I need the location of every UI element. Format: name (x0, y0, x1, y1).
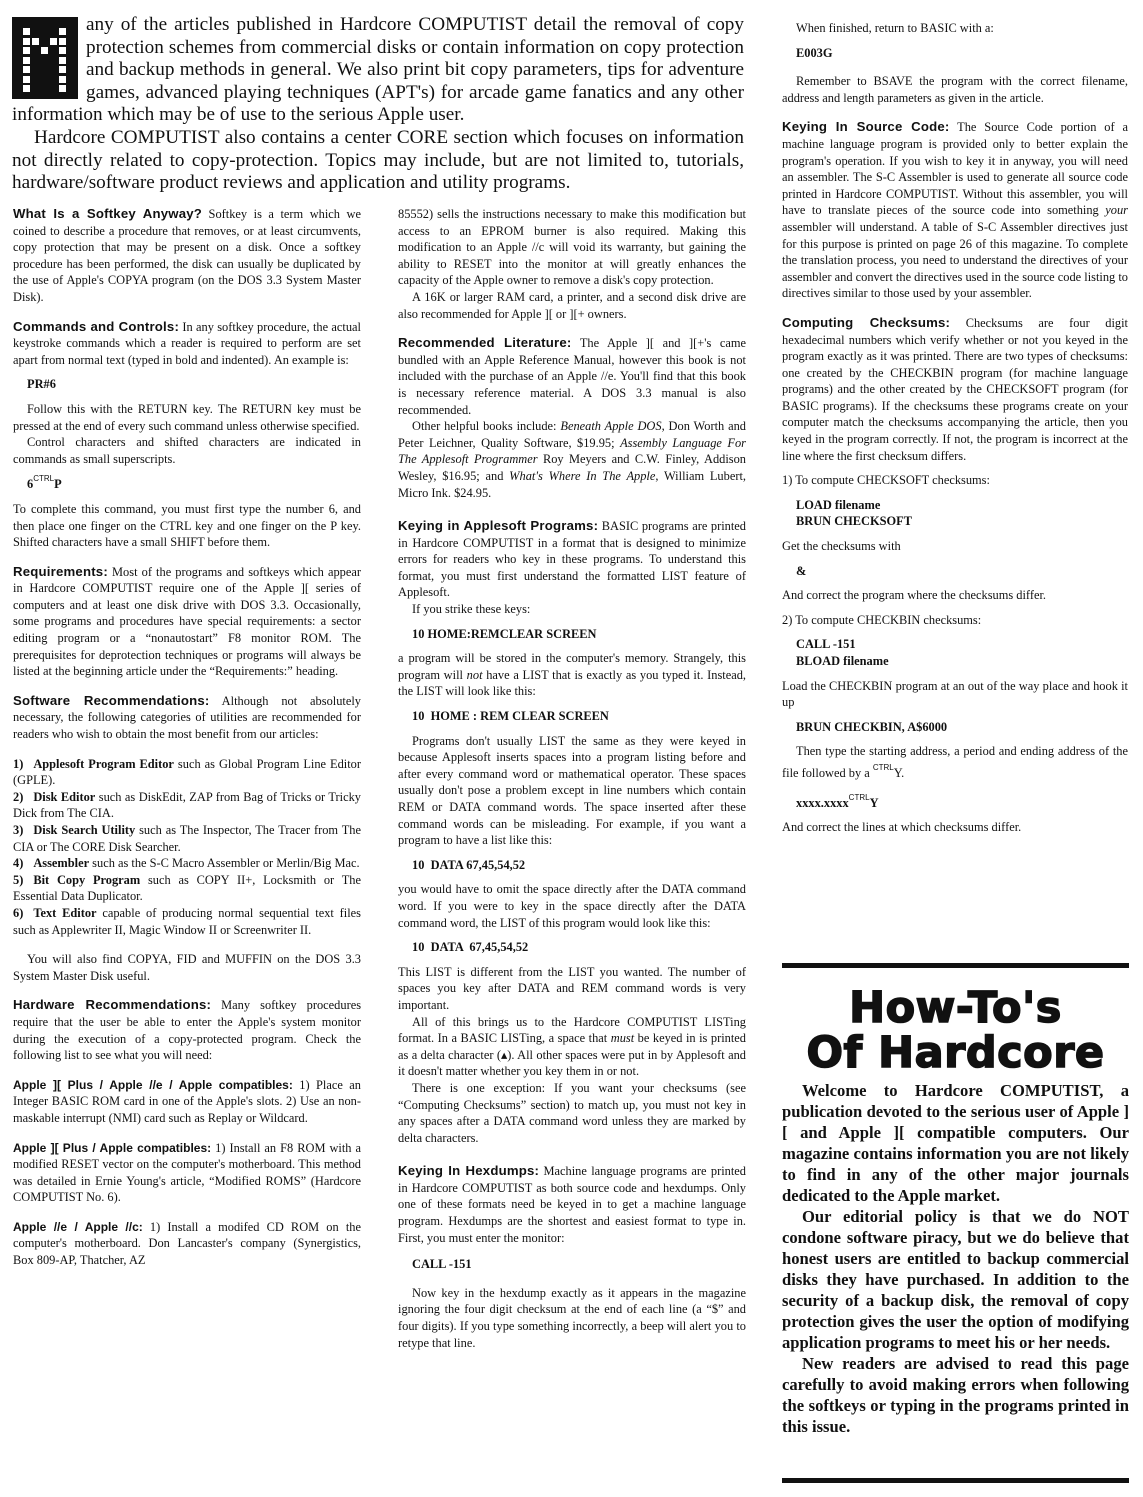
bsave-paragraph: Remember to BSAVE the program with the correct filename, address and length parameters as given in the article. (782, 74, 1128, 105)
complete-paragraph: To complete this command, you must first type the number 6, and then place one finger on the CTRL key and one finger on the P key. Shifted characters have a small SHIFT before them. (13, 501, 361, 550)
hexdumps-text: Machine language programs are printed in Hardcore COMPUTIST as both source code and hexdumps. Only one of these formats need be keyed in to get a machine language program. Hexdumps are the shortest and easiest format to type in. First, you must enter the monitor: (398, 1164, 746, 1245)
intro-paragraph-2: Hardcore COMPUTIST also contains a center CORE section which focuses on information not directly related to copy-protection. Topics may include, but are not limited to, tutorials, hardware/software product reviews and application and utility programs. (12, 126, 744, 194)
applesoft-heading: Keying in Applesoft Programs: (398, 518, 599, 534)
brings-paragraph (398, 1014, 746, 1080)
ctrl-example-post: P (54, 477, 62, 492)
howto-paragraph-3: New readers are advised to read this page carefully to avoid making errors when following the softkeys or typing in the programs printed in this issue. (782, 1354, 1129, 1436)
dropcap-dot (59, 85, 66, 92)
software-item (13, 855, 361, 872)
programs-paragraph: Programs don't usually LIST the same as they were keyed in because Applesoft inserts spaces into a program listing before and after every command word or mathematical operator. These spaces usually don't pose a problem except in line numbers which contain REM or DATA command words. The space inserted after these command words can be misleading. For example, if you want a program to have a list like this: (398, 733, 746, 848)
literature-paragraph (398, 335, 746, 418)
dropcap-dot (23, 85, 30, 92)
commands-heading: Commands and Controls: (13, 318, 180, 334)
source-text-pre: The Source Code portion of a machine language program is provided only to better explain the program's operation. If you wish to key it in anyway, you will need an assembler. The S-C Assembler is used to generate all source code printed in Hardcore COMPUTIST. Without this assembler, you will have to translate pieces of the source code into something (782, 120, 1128, 218)
requirements-heading: Requirements: (13, 563, 108, 579)
brings-pre: All of this brings us to the Hardcore COMPUTIST LISTing format. In a BASIC LISTing, a space that (398, 1014, 746, 1046)
hardware-paragraph (13, 997, 361, 1063)
literature-heading: Recommended Literature: (398, 335, 572, 351)
software-item-desc: capable of producing normal sequential text files such as Applewriter II, Magic Window II or Screenwriter II. (13, 905, 361, 937)
correct-program-label: And correct the program where the checksums differ. (782, 588, 1047, 603)
dropcap-dot (23, 66, 30, 73)
then-pre: Then type the starting address, a period and ending address of the file followed by a (782, 744, 1128, 780)
dropcap-dot (41, 47, 48, 54)
dropcap-dot (23, 76, 30, 83)
software-list (13, 756, 361, 939)
dropcap-dot (59, 28, 66, 35)
code-xxxx-post: Y (869, 795, 879, 810)
code-line-1: 10 HOME:REMCLEAR SCREEN (412, 626, 597, 641)
hardware-item-desc: 1) Install an F8 ROM with a modified RESET vector on the computer's motherboard. This method was detailed in Ernie Young's article, “Modified ROMS” (Hardcore COMPUTIST No. 6). (13, 1140, 362, 1205)
software-item-number: 2) (13, 789, 24, 804)
control-paragraph: Control characters and shifted characters are indicated in commands as small superscripts. (13, 435, 361, 466)
stored-post: have a LIST that is exactly as you typed it. Instead, the LIST will look like this: (398, 667, 747, 699)
code-ampersand: & (796, 563, 807, 578)
code-xxxx (782, 790, 1128, 812)
software-paragraph (13, 693, 361, 743)
source-text-post: assembler will understand. A table of S-C Assembler directives just for this purpose is printed on page 26 of this magazine. To complete the translation process, you need to understand the directives of your assembler and convert the directives used in the source code listing to directives similar to those used by your assembler. (782, 219, 1128, 301)
code-load-filename: LOAD filename (796, 497, 881, 512)
code-call-151: CALL -151 (412, 1257, 472, 1272)
follow-paragraph: Follow this with the RETURN key. The RETURN key must be pressed at the end of every such command unless otherwise specified. (13, 401, 361, 433)
code-xxxx-text: xxxx.xxxx (796, 795, 849, 810)
software-item-number: 6) (13, 905, 24, 920)
software-item-number: 1) (13, 756, 24, 771)
book-title-3: What's Where In The Apple (509, 468, 656, 483)
dropcap-dot (23, 38, 30, 45)
column-3 (782, 20, 1128, 836)
dropcap-dot (23, 57, 30, 64)
software-item (13, 789, 361, 822)
software-heading: Software Recommendations: (13, 692, 210, 708)
source-text-your: your (1105, 203, 1128, 218)
software-item-name: Disk Editor (33, 789, 96, 804)
dropcap-dot (59, 66, 66, 73)
software-item-desc: such as DiskEdit, ZAP from Bag of Tricks or Tricky Dick from The CIA. (13, 789, 361, 821)
dropcap-dot (59, 38, 66, 45)
top-rule-divider (782, 963, 1129, 968)
intro-paragraph-1: any of the articles published in Hardcore COMPUTIST detail the removal of copy protection schemes from commercial disks or contain information on copy protection and backup methods in general. We also print bit copy parameters, tips for adventure games, advanced playing techniques (APT's) for arcade game fanatics and any other information which may be of use to the serious Apple user. (12, 14, 744, 126)
softkey-paragraph (13, 206, 361, 306)
hardware-item-label: Apple ][ Plus / Apple compatibles: (13, 1140, 212, 1155)
software-item (13, 822, 361, 855)
software-item (13, 756, 361, 789)
software-item-name: Disk Search Utility (33, 823, 136, 837)
now-paragraph: Now key in the hexdump exactly as it appears in the magazine ignoring the four digit checksum at the end of each line (a “$” and four digits). If you type something incorrectly, a beep will alert you to retype that line. (398, 1285, 746, 1350)
stored-paragraph (398, 650, 746, 700)
hardware-item (13, 1077, 361, 1127)
softkey-heading: What Is a Softkey Anyway? (13, 206, 203, 221)
literature-text: The Apple ][ and ][+'s came bundled with an Apple Reference Manual, however this book is not included with the purchase of an Apple //e. You'll find that this book is necessary reference material. A DOS 3.3 manual is also recommended. (398, 336, 747, 417)
code-line-4: 10 DATA 67,45,54,52 (412, 940, 529, 955)
stored-not: not (466, 667, 483, 682)
omit-paragraph: you would have to omit the space directly after the DATA command word. If you were to key in the space directly after the DATA command word, the LIST of this program would look like this: (398, 882, 746, 930)
get-checksums-label: Get the checksums with (782, 539, 901, 554)
software-item (13, 905, 361, 938)
software-item (13, 872, 361, 905)
software-item-desc: such as The Inspector, The Tracer from The CIA or The CORE Disk Searcher. (13, 823, 361, 854)
software-item-number: 4) (13, 856, 24, 871)
dropcap-m-logo (12, 17, 78, 99)
finished-paragraph: When finished, return to BASIC with a: (796, 21, 994, 35)
software-item-number: 3) (13, 823, 24, 837)
also-paragraph: You will also find COPYA, FID and MUFFIN on the DOS 3.3 System Master Disk useful. (13, 952, 361, 983)
column-2 (398, 206, 746, 1351)
requirements-paragraph (13, 564, 361, 680)
column-1 (13, 206, 361, 1269)
softkey-text: Softkey is a term which we coined to describe a procedure that removes, or at least circumvents, copy protection that may be present on a disk. Once a softkey procedure has been performed, the disk can usually be duplicated by the use of Apple's COPYA program (on the DOS 3.3 System Master Disk). (13, 207, 361, 304)
software-item-name: Assembler (33, 856, 90, 871)
dropcap-dot (23, 28, 30, 35)
software-item-desc: such as COPY II+, Locksmith or The Essential Data Duplicator. (13, 872, 361, 904)
code-xxxx-ctrl: CTRL (848, 792, 870, 802)
software-item-desc: such as the S-C Macro Assembler or Merlin/Big Mac. (89, 856, 360, 871)
software-item-name: Bit Copy Program (33, 872, 141, 887)
source-heading: Keying In Source Code: (782, 119, 950, 135)
dropcap-dot (59, 47, 66, 54)
applesoft-paragraph (398, 518, 746, 601)
load-checkbin-paragraph: Load the CHECKBIN program at an out of the way place and hook it up (782, 678, 1128, 710)
books-intro: Other helpful books include: (412, 419, 561, 434)
hardware-item (13, 1140, 361, 1206)
software-item-name: Applesoft Program Editor (33, 756, 174, 771)
dropcap-dot (32, 38, 39, 45)
strike-paragraph: If you strike these keys: (412, 602, 531, 617)
code-brun-checksoft: BRUN CHECKSOFT (796, 514, 913, 529)
software-item-number: 5) (13, 872, 24, 887)
stored-pre: a program will be stored in the computer's memory. Strangely, this program will (398, 651, 746, 682)
ctrl-superscript: CTRL (33, 474, 55, 484)
code-bload-filename: BLOAD filename (796, 654, 889, 668)
different-paragraph: This LIST is different from the LIST you wanted. The number of spaces you key after DATA and REM command words is very important. (398, 964, 746, 1012)
dropcap-dot (23, 47, 30, 54)
software-item-name: Text Editor (33, 905, 97, 920)
applesoft-text: BASIC programs are printed in Hardcore COMPUTIST in a format that is designed to minimize errors for readers who key in these programs. To understand this format, you must first understand the formatted LIST feature of Applesoft. (398, 519, 746, 600)
code-line-3: 10 DATA 67,45,54,52 (412, 857, 526, 872)
hardware-item-desc: 1) Install a modifed CD ROM on the computer's motherboard. Don Lancaster's company (Synergistics, Box 809-AP, Thatcher, AZ (13, 1219, 361, 1268)
howto-title (782, 983, 1129, 1078)
howto-paragraph-1: Welcome to Hardcore COMPUTIST, a publication devoted to the serious user of Apple ][ and Apple ][ compatible computers. Our magazine contains information you are not likely to find in any of the other major journals dedicated to the Apple market. (782, 1081, 1129, 1205)
hardware-item-desc: 1) Place an Integer BASIC ROM card in one of the Apple's slots. 2) Use an non-maskable interrupt (NMI) card such as Replay or Wildcard. (13, 1077, 361, 1125)
command-example: PR#6 (27, 377, 56, 392)
hexdumps-paragraph (398, 1163, 746, 1246)
software-text: Although not absolutely necessary, the following categories of utilities are recommended for readers who wish to obtain the most benefit from our articles: (13, 693, 361, 742)
hexdumps-heading: Keying In Hexdumps: (398, 1163, 540, 1179)
step2-label: 2) To compute CHECKBIN checksums: (782, 612, 982, 627)
step1-label: 1) To compute CHECKSOFT checksums: (782, 473, 990, 488)
then-ctrl-superscript: CTRL (872, 762, 894, 772)
source-paragraph (782, 119, 1128, 302)
then-post: Y. (893, 765, 905, 780)
dropcap-dot (50, 38, 57, 45)
ctrl-example-pre: 6 (27, 477, 34, 492)
code-call-151-b: CALL -151 (796, 637, 856, 652)
book-info-1: , Don Worth and Peter Leichner, Quality Software, $19.95; (398, 419, 747, 450)
software-item-desc: such as Global Program Line Editor (GPLE). (13, 756, 361, 788)
code-brun-checkbin: BRUN CHECKBIN, A$6000 (796, 719, 948, 734)
hardware-list (13, 1077, 361, 1269)
commands-text: In any softkey procedure, the actual keystroke commands which a reader is required to perform are set apart from normal text (typed in bold and indented). An example is: (13, 319, 362, 367)
continued-paragraph: 85552) sells the instructions necessary to make this modification but access to an EPROM burner is also required. Making this modification to an Apple //c will void its warranty, but gaining the ability to RESET into the monitor at will greatly enhances the capacity of the Apple owner to remove a disk's copy protection. (398, 207, 746, 288)
hardware-item-label: Apple ][ Plus / Apple //e / Apple compatibles: (13, 1077, 293, 1092)
checksums-paragraph (782, 315, 1128, 464)
brings-must: must (610, 1031, 635, 1046)
brings-post: be keyed in is printed as a delta character (▴). All other spaces were put in by Applesoft and it doesn't matter whether you key them in or not. (398, 1031, 746, 1079)
book-info-2: Roy Meyers and C.W. Finley, Addison Wesley, $16.95; and (398, 452, 746, 483)
book-title-1: Beneath Apple DOS (560, 419, 662, 434)
hardware-item-label: Apple //e / Apple //c: (13, 1219, 143, 1234)
howto-title-line-2: Of Hardcore (806, 1028, 1105, 1078)
howto-title-line-1: How-To's (849, 983, 1062, 1033)
book-info-3: , William Lubert, Micro Ink. $24.95. (398, 468, 746, 500)
correct-lines-label: And correct the lines at which checksums differ. (782, 820, 1022, 835)
howto-paragraph-2: Our editorial policy is that we do NOT condone software piracy, but we do believe that honest users are entitled to backup commercial disks they have purchased. In addition to the security of a backup disk, the removal of copy protection gives the user the option of modifying application programs to meet his or her needs. (782, 1207, 1129, 1352)
code-e003g: E003G (796, 45, 833, 60)
bottom-rule-divider (782, 1478, 1129, 1483)
books-paragraph (398, 418, 746, 501)
hardware-heading: Hardware Recommendations: (13, 997, 212, 1013)
dropcap-dot (59, 57, 66, 64)
code-line-2: 10 HOME : REM CLEAR SCREEN (412, 709, 609, 724)
intro-section (12, 14, 744, 195)
hardware-item (13, 1219, 361, 1269)
checksums-heading: Computing Checksums: (782, 314, 951, 330)
book-title-2: Assembly Language For The Applesoft Programmer (398, 435, 746, 467)
then-paragraph (782, 743, 1128, 781)
dropcap-dot (59, 76, 66, 83)
checksums-text: Checksums are four digit hexadecimal numbers which verify whether or not you keyed in the program exactly as it was printed. There are two types of checksums: one created by the CHECKBIN program (for machine language programs) and the other created by the CHECKSOFT program (for BASIC programs). If the checksums these programs create on your computer match the checksums accompanying the article, then you keyed in the program correctly. If not, the program is incorrect at the line where the first checksum differs. (782, 315, 1128, 463)
commands-paragraph (13, 319, 361, 369)
howto-body (782, 1080, 1129, 1437)
hardware-text: Many softkey procedures require that the user be able to enter the Apple's system monitor during the execution of a copy-protected program. Check the following list to see what you will need: (13, 998, 362, 1063)
requirements-text: Most of the programs and softkeys which appear in Hardcore COMPUTIST require one of the Apple ][ series of computers and at least one disk drive with DOS 3.3. Occasionally, some programs and procedures have special requirements: a sector editing program or a “nonautostart” F8 monitor ROM. The prerequisites for deprotection techniques or programs will always be listed at the beginning article under the “Requirements:” heading. (13, 564, 361, 679)
exception-paragraph: There is one exception: If you want your checksums (see “Computing Checksums” section) to match up, you must not key in any spaces after a DATA command word unless they are marked by delta characters. (398, 1080, 746, 1145)
ctrl-command-example (13, 471, 361, 493)
ram-paragraph: A 16K or larger RAM card, a printer, and a second disk drive are also recommended for Apple ][ or ][+ owners. (398, 289, 746, 321)
